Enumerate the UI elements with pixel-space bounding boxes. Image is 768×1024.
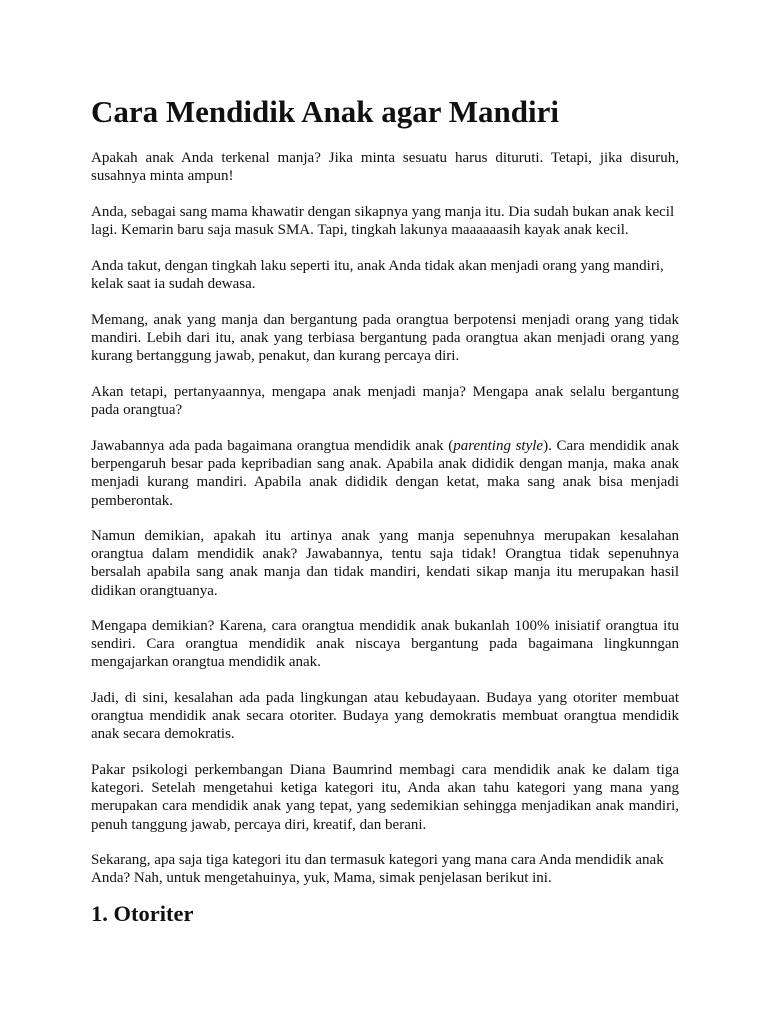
paragraph-6-after: ). Cara mendidik anak berpengaruh besar pada kepribadian sang anak. Apabila anak dididik dengan manja, maka anak menjadi kurang mandiri. Apabila anak dididik dengan ketat, maka sang anak bisa menjadi pemberontak. [91, 438, 679, 509]
parenting-style-term: parenting style [453, 438, 544, 454]
paragraph-7: Namun demikian, apakah itu artinya anak yang manja sepenuhnya merupakan kesalahan orangtua dalam mendidik anak? Jawabannya, tentu saja tidak! Orangtua tidak sepenuhnya bersalah apabila sang anak manja dan tidak mandiri, kendati sikap manja itu merupakan hasil didikan orangtuanya. [91, 528, 679, 599]
paragraph-8: Mengapa demikian? Karena, cara orangtua mendidik anak bukanlah 100% inisiatif orangtua itu sendiri. Cara orangtua mendidik anak niscaya bergantung pada bagaimana lingkunngan mengajarkan orangtua mendidik anak. [91, 618, 679, 671]
document-title: Cara Mendidik Anak agar Mandiri [91, 94, 559, 129]
paragraph-10: Pakar psikologi perkembangan Diana Baumrind membagi cara mendidik anak ke dalam tiga kategori. Setelah mengetahui ketiga kategori itu, Anda akan tahu kategori yang mana yang merupakan cara mendidik anak yang tepat, yang sedemikian sehingga menjadikan anak mandiri, penuh tanggung jawab, percaya diri, kreatif, dan berani. [91, 762, 679, 833]
paragraph-4: Memang, anak yang manja dan bergantung pada orangtua berpotensi menjadi orang yang tidak mandiri. Lebih dari itu, anak yang terbiasa bergantung pada orangtua akan menjadi orang yang kurang bertanggung jawab, penakut, dan kurang percaya diri. [91, 312, 679, 365]
paragraph-6 [91, 437, 679, 510]
paragraph-3: Anda takut, dengan tingkah laku seperti itu, anak Anda tidak akan menjadi orang yang mandiri, kelak saat ia sudah dewasa. [91, 258, 664, 293]
section-heading-otoriter: 1. Otoriter [91, 901, 194, 926]
paragraph-1: Apakah anak Anda terkenal manja? Jika minta sesuatu harus dituruti. Tetapi, jika disuruh, susahnya minta ampun! [91, 150, 679, 185]
paragraph-2: Anda, sebagai sang mama khawatir dengan sikapnya yang manja itu. Dia sudah bukan anak kecil lagi. Kemarin baru saja masuk SMA. Tapi, tingkah lakunya maaaaaasih kayak anak kecil. [91, 204, 675, 239]
paragraph-6-before: Jawabannya ada pada bagaimana orangtua mendidik anak ( [91, 438, 454, 454]
paragraph-9: Jadi, di sini, kesalahan ada pada lingkungan atau kebudayaan. Budaya yang otoriter membuat orangtua mendidik anak secara otoriter. Budaya yang demokratis membuat orangtua mendidik anak secara demokratis. [91, 690, 679, 743]
paragraph-5: Akan tetapi, pertanyaannya, mengapa anak menjadi manja? Mengapa anak selalu bergantung pada orangtua? [91, 384, 679, 419]
paragraph-11: Sekarang, apa saja tiga kategori itu dan termasuk kategori yang mana cara Anda mendidik anak Anda? Nah, untuk mengetahuinya, yuk, Mama, simak penjelasan berikut ini. [91, 852, 664, 887]
